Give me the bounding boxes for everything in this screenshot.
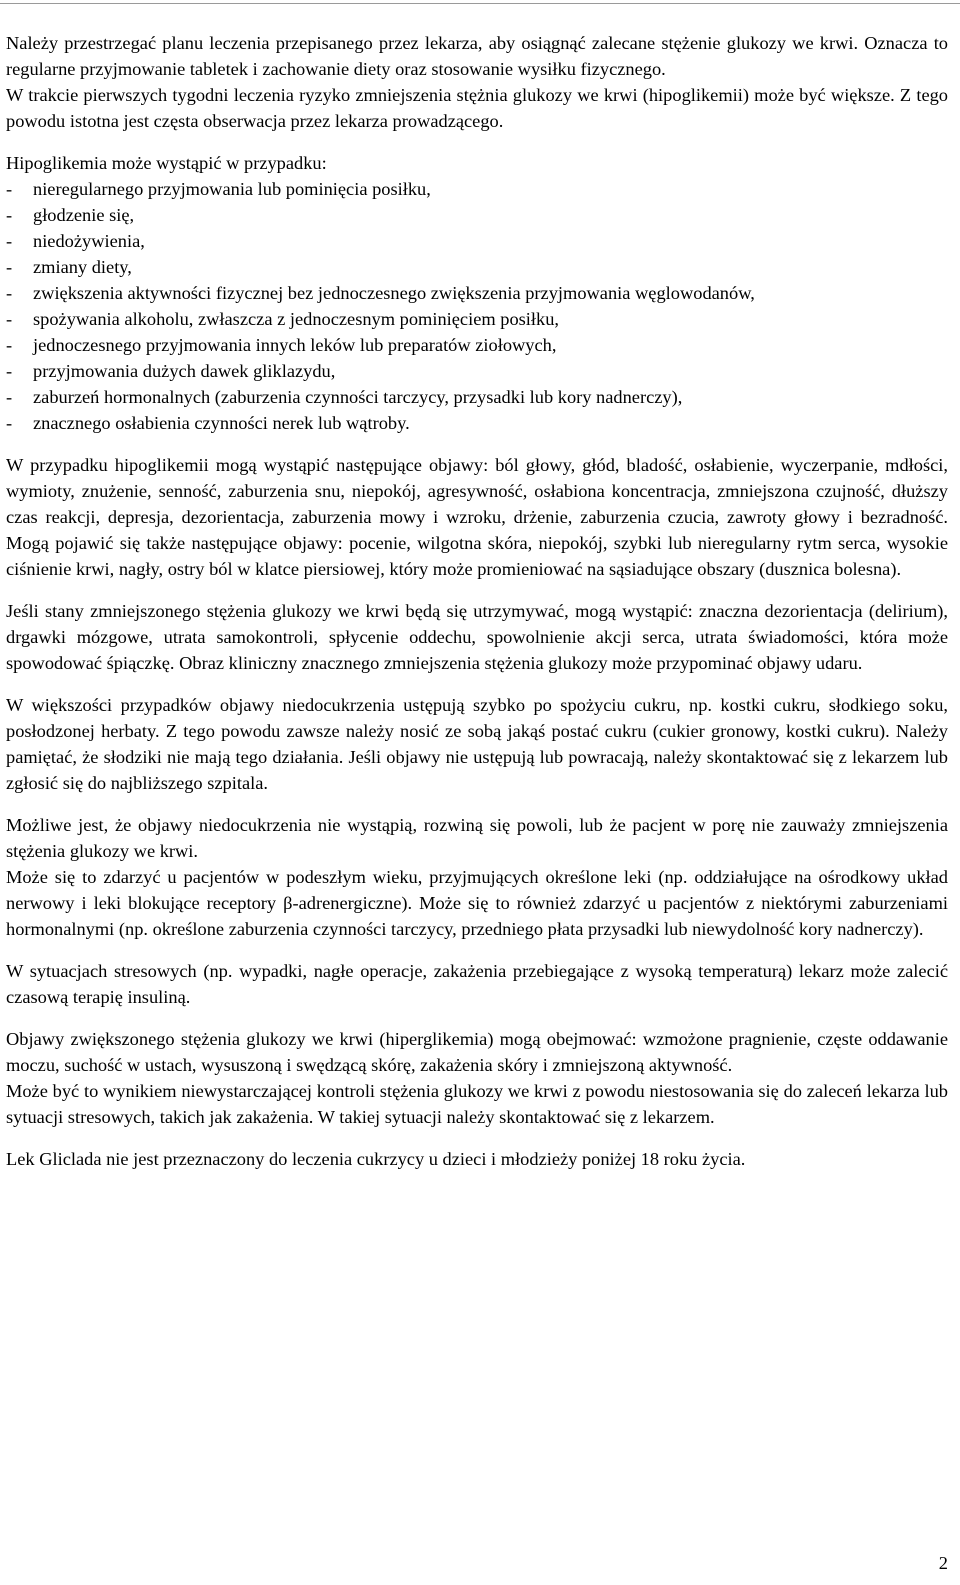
list-item-text: jednoczesnego przyjmowania innych leków lub preparatów ziołowych, (33, 335, 557, 355)
list-item (6, 202, 948, 228)
list-dash: - (6, 361, 13, 381)
list-dash: - (6, 179, 13, 199)
list-item-text: zmiany diety, (33, 257, 132, 277)
list-item (6, 280, 948, 306)
list-dash: - (6, 205, 13, 225)
list-item (6, 228, 948, 254)
page-number: 2 (938, 1553, 948, 1573)
list-dash: - (6, 283, 13, 303)
unnoticed-paragraph-2: Może się to zdarzyć u pacjentów w podeszłym wieku, przyjmujących określone leki (np. oddziałujące na ośrodkowy układ nerwowy i leki blokujące receptory β-adrenergiczne). Może się to również zdarzyć u pacjentów z niektórymi zaburzeniami hormonalnymi (np. określone zaburzenia czynności tarczycy, przedniego płata przysadki lub niewydolność kory nadnerczy). (6, 867, 948, 939)
list-item (6, 384, 948, 410)
list-dash: - (6, 231, 13, 251)
document-page (6, 30, 948, 1172)
hyper-paragraph-2: Może być to wynikiem niewystarczającej kontroli stężenia glukozy we krwi z powodu niestosowania się do zaleceń lekarza lub sytuacji stresowych, takich jak zakażenia. W takiej sytuacji należy skontaktować się z lekarzem. (6, 1081, 948, 1127)
list-item-text: znacznego osłabienia czynności nerek lub wątroby. (33, 413, 410, 433)
list-item (6, 332, 948, 358)
list-item (6, 306, 948, 332)
children-paragraph: Lek Gliclada nie jest przeznaczony do leczenia cukrzycy u dzieci i młodzieży poniżej 18 roku życia. (6, 1149, 746, 1169)
stress-paragraph: W sytuacjach stresowych (np. wypadki, nagłe operacje, zakażenia przebiegające z wysoką temperaturą) lekarz może zalecić czasową terapię insuliną. (6, 961, 948, 1007)
list-dash: - (6, 387, 13, 407)
intro-paragraph-1: Należy przestrzegać planu leczenia przepisanego przez lekarza, aby osiągnąć zalecane stężenie glukozy we krwi. Oznacza to regularne przyjmowanie tabletek i zachowanie diety oraz stosowanie wysiłku fizycznego. (6, 33, 948, 79)
list-item (6, 254, 948, 280)
symptoms-paragraph: W przypadku hipoglikemii mogą wystąpić następujące objawy: ból głowy, głód, bladość, osłabienie, wyczerpanie, mdłości, wymioty, znużenie, senność, zaburzenia snu, niepokój, agresywność, osłabiona koncentracja, zmniejszona czujność, dłuższy czas reakcji, depresja, dezorientacja, zaburzenia mowy i wzroku, drżenie, zaburzenia czucia, zawroty głowy i bezradność. Mogą pojawić się także następujące objawy: pocenie, wilgotna skóra, niepokój, szybki lub nieregularny rytm serca, wysokie ciśnienie krwi, nagły, ostry ból w klatce piersiowej, który może promieniować na sąsiadujące obszary (dusznica bolesna). (6, 455, 948, 579)
list-dash: - (6, 257, 13, 277)
list-item-text: nieregularnego przyjmowania lub pominięcia posiłku, (33, 179, 431, 199)
list-item-text: spożywania alkoholu, zwłaszcza z jednoczesnym pominięciem posiłku, (33, 309, 560, 329)
top-rule (0, 3, 960, 4)
intro-paragraph-2: W trakcie pierwszych tygodni leczenia ryzyko zmniejszenia stężnia glukozy we krwi (hipoglikemii) może być większe. Z tego powodu istotna jest częsta obserwacja przez lekarza prowadzącego. (6, 85, 948, 131)
hypo-causes-heading: Hipoglikemia może wystąpić w przypadku: (6, 153, 327, 173)
list-dash: - (6, 309, 13, 329)
list-item-text: niedożywienia, (33, 231, 145, 251)
list-item (6, 358, 948, 384)
list-item-text: zwiększenia aktywności fizycznej bez jednoczesnego zwiększenia przyjmowania węglowodanów, (33, 283, 755, 303)
list-item-text: zaburzeń hormonalnych (zaburzenia czynności tarczycy, przysadki lub kory nadnerczy), (33, 387, 683, 407)
unnoticed-paragraph-1: Możliwe jest, że objawy niedocukrzenia nie wystąpią, rozwiną się powoli, lub że pacjent w porę nie zauważy zmniejszenia stężenia glukozy we krwi. (6, 815, 948, 861)
list-item-text: głodzenie się, (33, 205, 135, 225)
hypo-causes-list (6, 176, 948, 436)
list-dash: - (6, 335, 13, 355)
list-dash: - (6, 413, 13, 433)
list-item (6, 176, 948, 202)
persistent-paragraph: Jeśli stany zmniejszonego stężenia glukozy we krwi będą się utrzymywać, mogą wystąpić: znaczna dezorientacja (delirium), drgawki mózgowe, utrata samokontroli, spłycenie oddechu, spowolnienie akcji serca, utrata świadomości, która może spowodować śpiączkę. Obraz kliniczny znacznego zmniejszenia stężenia glukozy może przypominać objawy udaru. (6, 601, 948, 673)
relief-paragraph: W większości przypadków objawy niedocukrzenia ustępują szybko po spożyciu cukru, np. kostki cukru, słodkiego soku, posłodzonej herbaty. Z tego powodu zawsze należy nosić ze sobą jakąś postać cukru (cukier gronowy, kostki cukru). Należy pamiętać, że słodziki nie mają tego działania. Jeśli objawy nie ustępują lub powracają, należy skontaktować się z lekarzem lub zgłosić się do najbliższego szpitala. (6, 695, 948, 793)
list-item (6, 410, 948, 436)
hyper-paragraph-1: Objawy zwiększonego stężenia glukozy we krwi (hiperglikemia) mogą obejmować: wzmożone pragnienie, częste oddawanie moczu, suchość w ustach, wysuszoną i swędzącą skórę, zakażenia skóry i zmniejszoną aktywność. (6, 1029, 948, 1075)
list-item-text: przyjmowania dużych dawek gliklazydu, (33, 361, 336, 381)
